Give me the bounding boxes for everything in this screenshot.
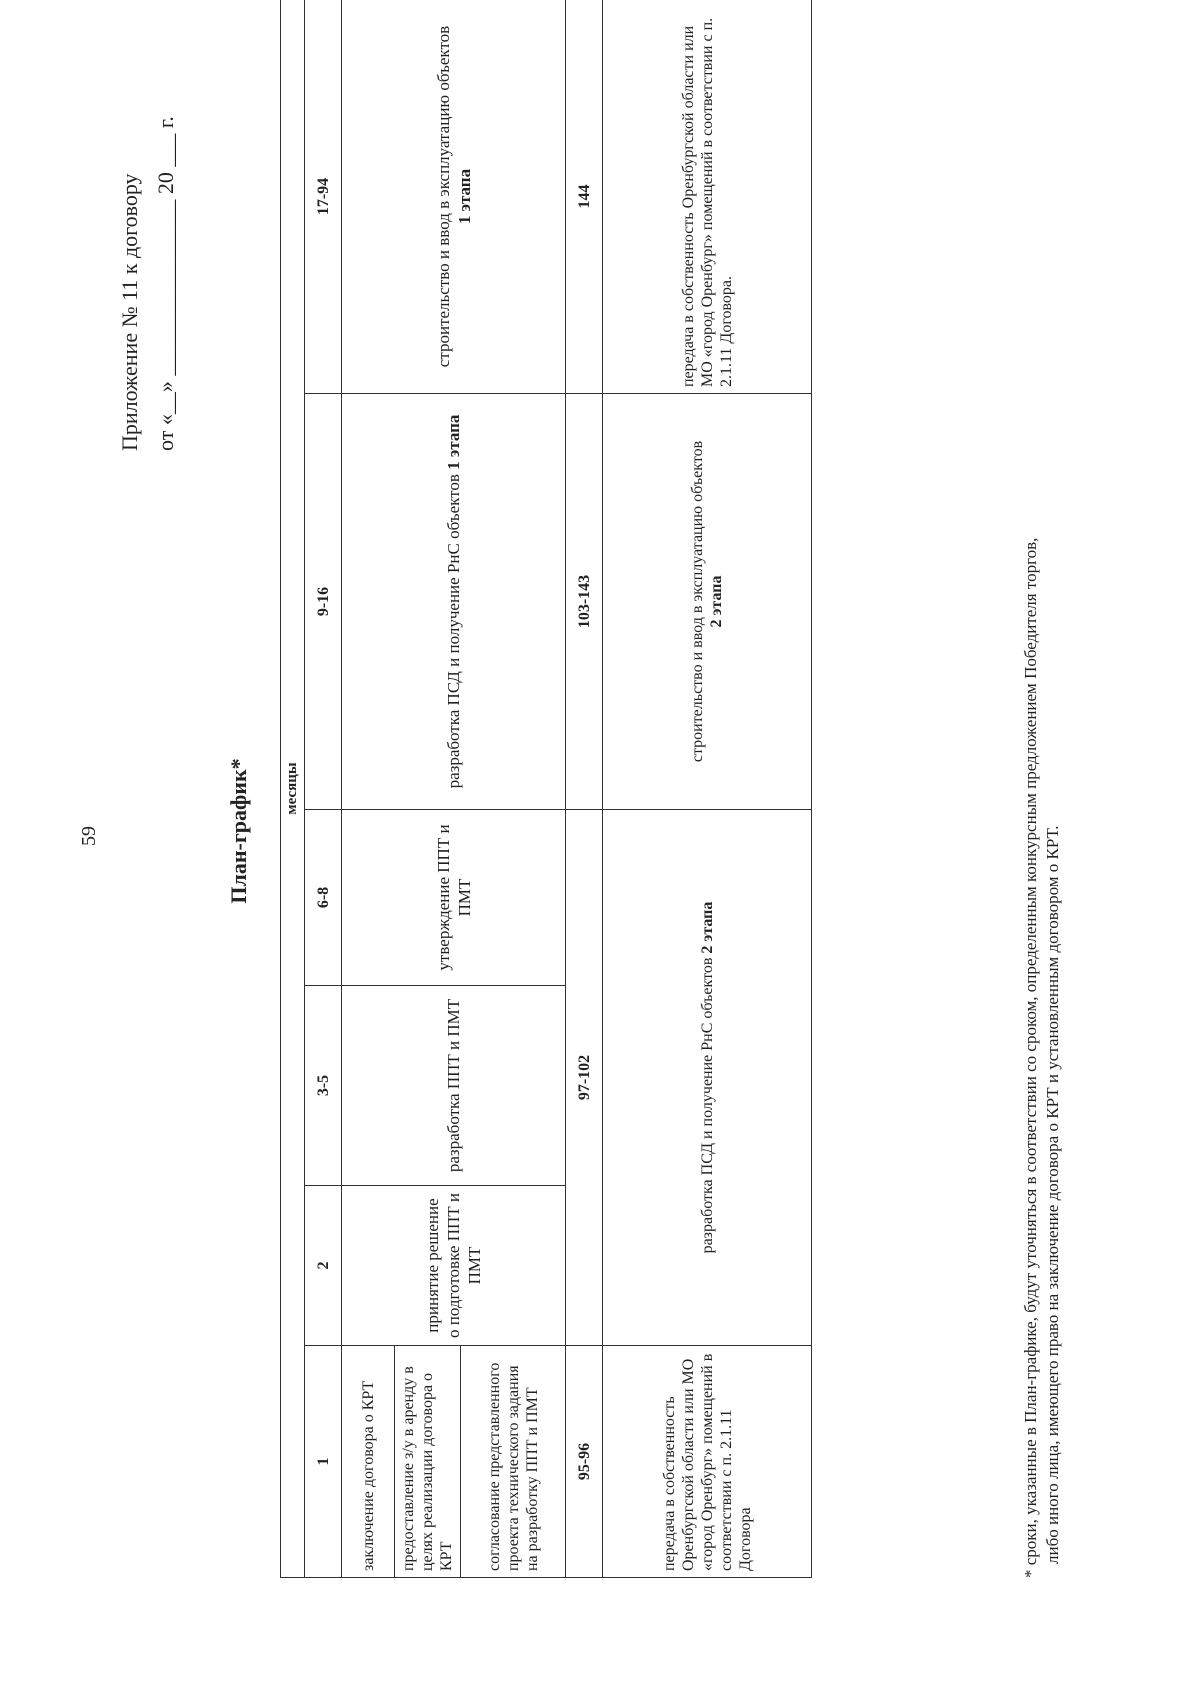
task-text: разработка ПСД и получение РнС объектов	[444, 474, 463, 789]
month-number: 2	[305, 1186, 342, 1346]
month-number: 144	[566, 0, 603, 394]
month-number: 9-16	[305, 394, 342, 810]
task-cell: утверждение ППТ и ПМТ	[342, 810, 566, 986]
task-cell: принятие решение о подготовке ППТ и ПМТ	[342, 1186, 566, 1346]
month-number: 17-94	[305, 0, 342, 394]
document-title: План-график*	[226, 758, 251, 904]
schedule-table	[280, 0, 812, 1578]
table-row	[305, 0, 342, 1578]
month-number: 6-8	[305, 810, 342, 986]
stage-label: 2 этапа	[698, 901, 716, 954]
month-number: 103-143	[566, 394, 603, 810]
footnote-line-2: либо иного лица, имеющего право на заключение договора о КРТ и установленным договором о КРТ.	[1043, 825, 1062, 1564]
month-number: 97-102	[566, 810, 603, 1346]
task-text: строительство и ввод в эксплуатацию объектов	[689, 440, 706, 763]
annex-line-1: Приложение № 11 к договору	[117, 173, 142, 451]
task-cell: заключение договора о КРТ	[342, 1346, 395, 1578]
task-cell: разработка ППТ и ПМТ	[342, 986, 566, 1186]
table-row	[566, 0, 603, 1578]
footnote	[1020, 0, 1064, 1578]
table-row	[603, 0, 812, 1578]
stage-label: 2 этапа	[708, 575, 725, 628]
stage-label: 1 этапа	[454, 168, 474, 225]
task-cell	[603, 394, 812, 810]
months-header-row	[281, 0, 305, 1578]
month-number: 95-96	[566, 1346, 603, 1578]
annex-header	[112, 11, 184, 451]
task-cell	[342, 0, 566, 394]
task-cell	[342, 394, 566, 810]
annex-line-2: от «__» ________________ 20 ___ г.	[153, 116, 178, 451]
month-number: 3-5	[305, 986, 342, 1186]
task-cell: передача в собственность Оренбургской области или МО «город Оренбург» помещений в соответствии с п. 2.1.11 Договора.	[603, 0, 812, 394]
task-cell	[603, 810, 812, 1346]
task-cell: передача в собственность Оренбургской области или МО «город Оренбург» помещений в соответствии с п. 2.1.11 Договора	[603, 1346, 812, 1578]
table-row	[342, 0, 395, 1578]
footnote-line-1: * сроки, указанные в План-графике, будут уточняться в соответствии со сроком, определенным конкурсным предложением Победителя торгов,	[1021, 537, 1040, 1578]
page-number: 59	[78, 826, 100, 846]
month-number: 1	[305, 1346, 342, 1578]
months-label: месяцы	[281, 0, 305, 1578]
task-text: строительство и ввод в эксплуатацию объектов	[433, 25, 453, 368]
stage-label: 1 этапа	[444, 414, 463, 470]
task-cell: предоставление з/у в аренду в целях реализации договора о КРТ	[395, 1346, 461, 1578]
task-text: разработка ПСД и получение РнС объектов	[698, 957, 716, 1254]
task-cell: согласование представленного проекта технического задания на разработку ППТ и ПМТ	[461, 1346, 566, 1578]
